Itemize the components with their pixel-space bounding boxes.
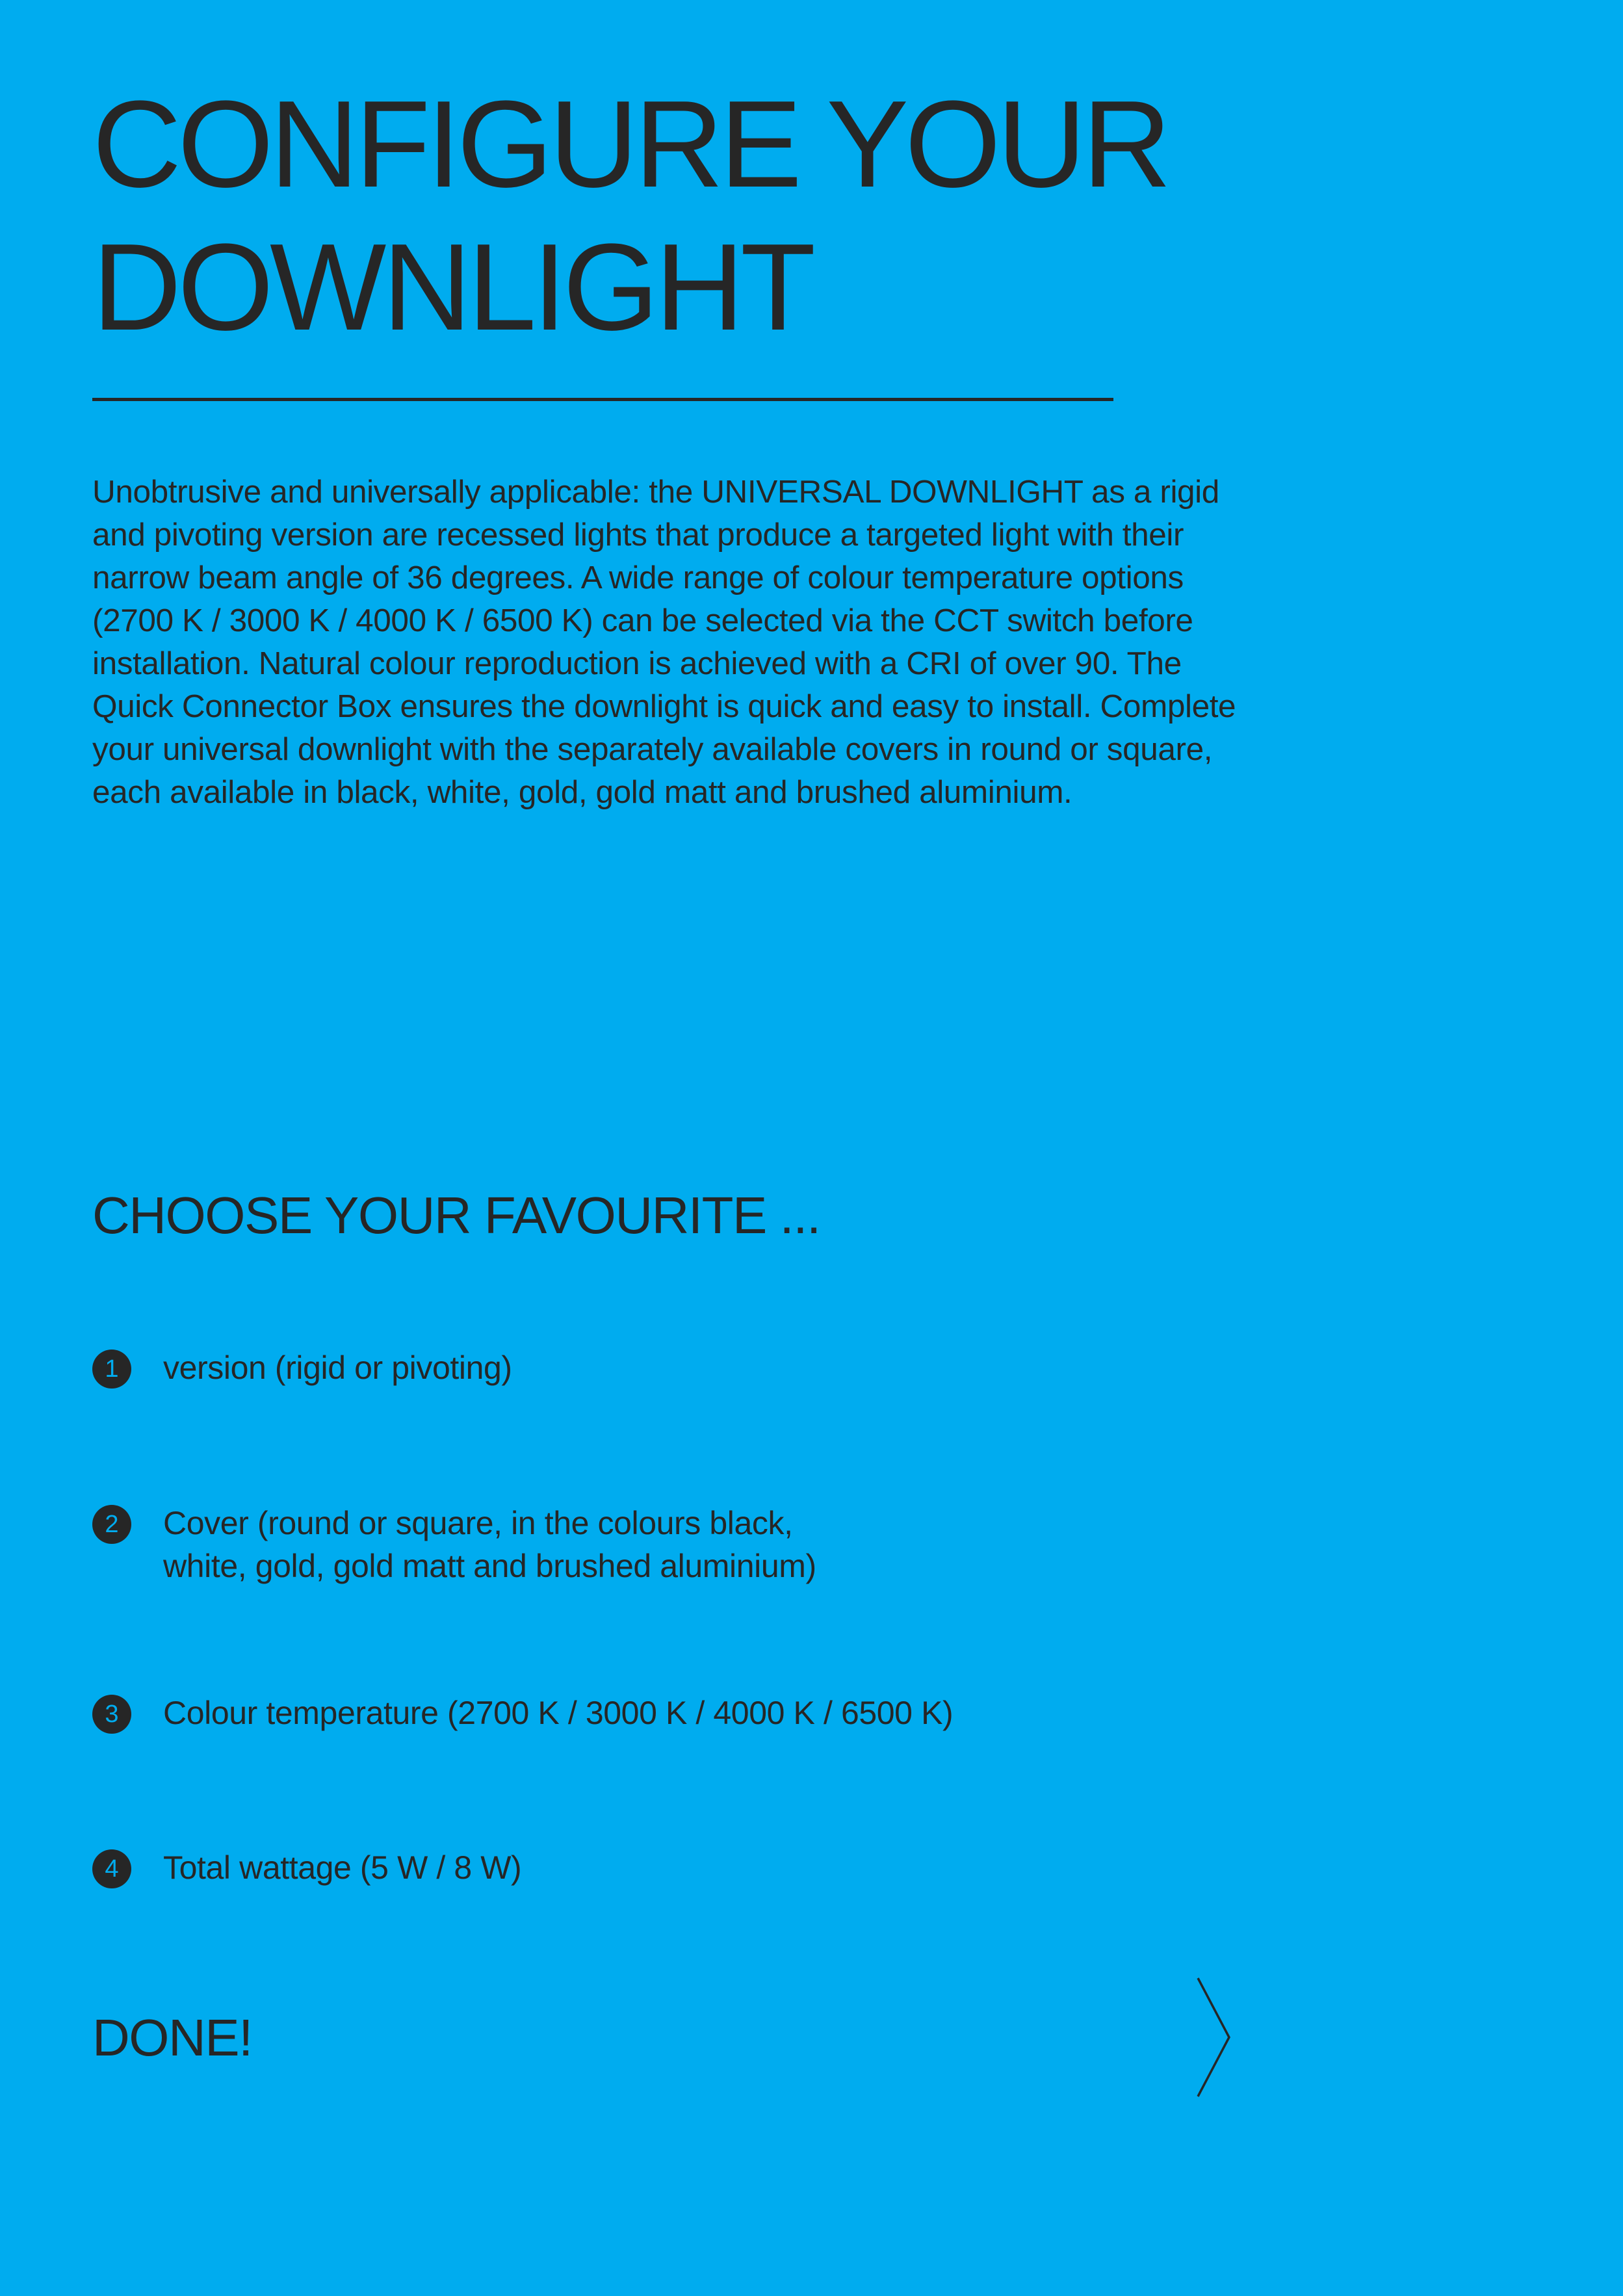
option-number-badge: 2 bbox=[92, 1505, 131, 1544]
option-text bbox=[163, 1502, 816, 1587]
option-text-line: Total wattage (5 W / 8 W) bbox=[163, 1849, 522, 1886]
page-title-line: CONFIGURE YOUR bbox=[92, 75, 1168, 213]
option-text bbox=[163, 1691, 953, 1734]
option-item-version bbox=[92, 1346, 512, 1389]
intro-line: narrow beam angle of 36 degrees. A wide range of colour temperature options bbox=[92, 560, 1184, 595]
intro-line: and pivoting version are recessed lights that produce a targeted light with their bbox=[92, 517, 1184, 553]
option-text bbox=[163, 1846, 521, 1889]
intro-line: Unobtrusive and universally applicable: the UNIVERSAL DOWNLIGHT as a rigid bbox=[92, 474, 1219, 510]
option-item-total-wattage bbox=[92, 1846, 521, 1889]
intro-line: installation. Natural colour reproduction is achieved with a CRI of over 90. The bbox=[92, 646, 1182, 681]
option-number-badge: 3 bbox=[92, 1695, 131, 1734]
option-text-line: white, gold, gold matt and brushed aluminium) bbox=[163, 1548, 816, 1584]
option-item-cover bbox=[92, 1502, 816, 1587]
option-item-colour-temperature bbox=[92, 1691, 953, 1734]
title-divider bbox=[92, 398, 1113, 401]
intro-line: each available in black, white, gold, gold matt and brushed aluminium. bbox=[92, 774, 1072, 810]
done-label: DONE! bbox=[92, 2009, 252, 2067]
chevron-right-icon[interactable] bbox=[1193, 1976, 1238, 2100]
option-text-line: Cover (round or square, in the colours black, bbox=[163, 1505, 793, 1541]
intro-line: (2700 K / 3000 K / 4000 K / 6500 K) can be selected via the CCT switch before bbox=[92, 603, 1193, 638]
option-number-badge: 4 bbox=[92, 1849, 131, 1888]
intro-line: your universal downlight with the separately available covers in round or square, bbox=[92, 731, 1213, 767]
option-text bbox=[163, 1346, 512, 1389]
option-text-line: version (rigid or pivoting) bbox=[163, 1350, 512, 1386]
option-number-badge: 1 bbox=[92, 1350, 131, 1389]
intro-line: Quick Connector Box ensures the downlight is quick and easy to install. Complete bbox=[92, 688, 1236, 724]
page-title-line: DOWNLIGHT bbox=[92, 218, 812, 356]
option-text-line: Colour temperature (2700 K / 3000 K / 4000 K / 6500 K) bbox=[163, 1695, 954, 1731]
choose-heading: CHOOSE YOUR FAVOURITE ... bbox=[92, 1186, 820, 1244]
intro-paragraph bbox=[92, 471, 1327, 814]
page-title bbox=[92, 73, 1167, 359]
